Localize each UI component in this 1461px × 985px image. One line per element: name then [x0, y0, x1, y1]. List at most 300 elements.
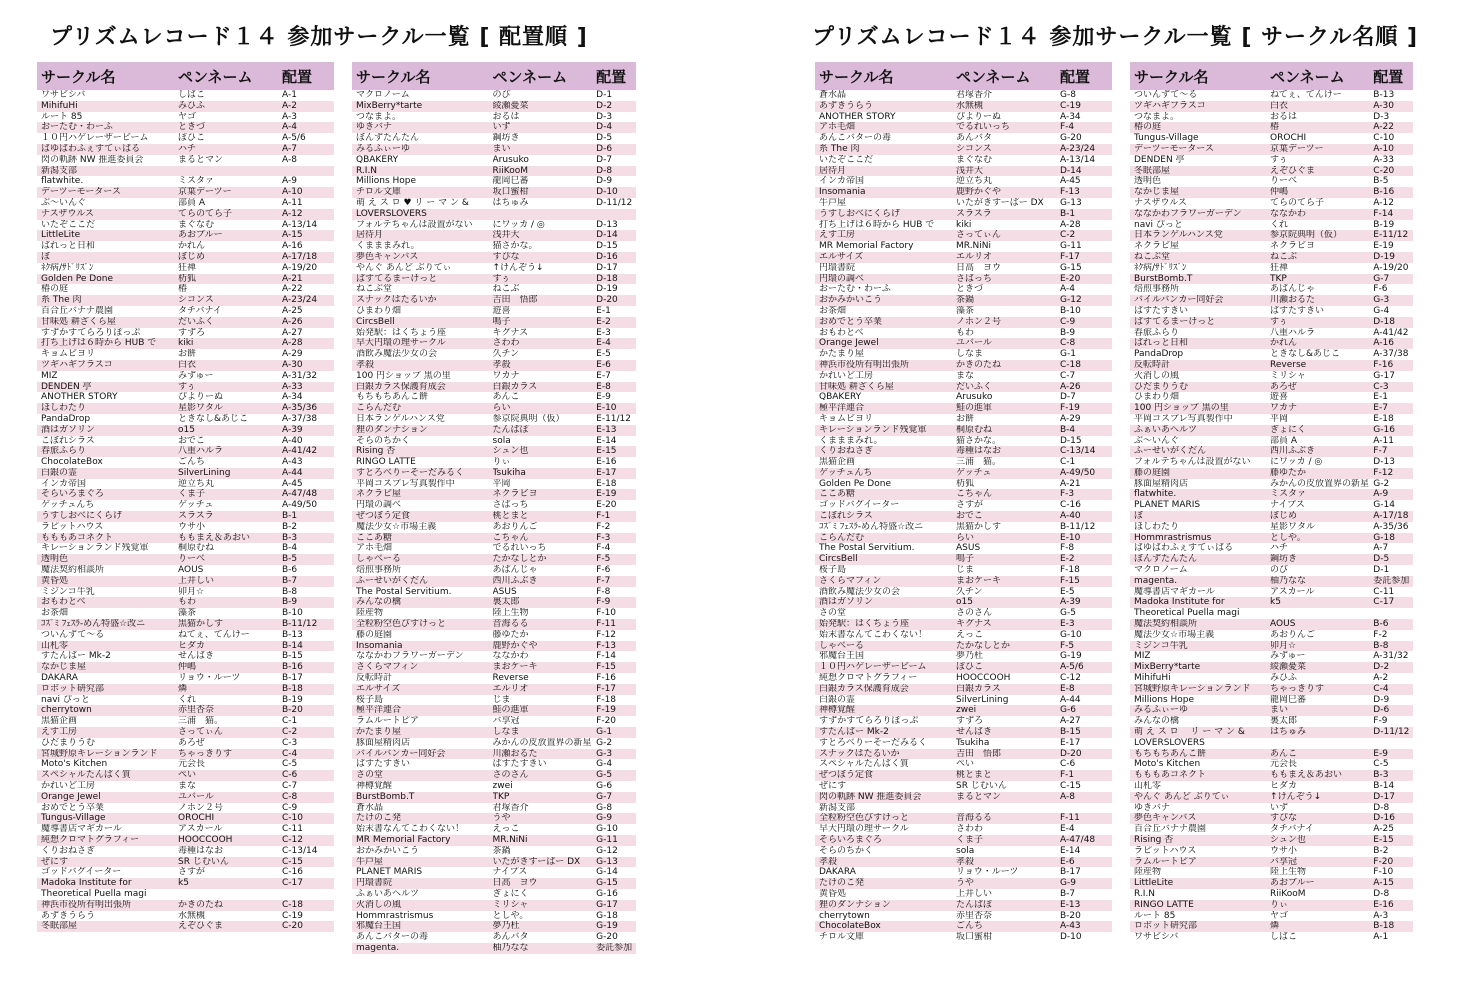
circle-name: さの堂 [356, 770, 384, 781]
pen-name: じま [492, 694, 511, 705]
circle-name: いたぞここだ [41, 219, 96, 230]
table-row [815, 673, 1112, 684]
circle-name: Millions Hope [1134, 694, 1195, 705]
location: A-26 [282, 316, 303, 327]
table-row [815, 932, 1112, 943]
circle-name: ワサビシバ [1134, 932, 1179, 943]
circle-name: R.I.N [1134, 888, 1156, 899]
table-row [352, 349, 636, 360]
circle-name: 白銀カラス保護育成会 [819, 683, 909, 694]
location: A-2 [282, 100, 297, 111]
location: E-15 [596, 446, 617, 457]
location: B-15 [1060, 727, 1081, 738]
table-row [352, 597, 636, 608]
table-row [352, 943, 636, 954]
circle-name: 円環の調べ [356, 500, 402, 511]
pen-name: さのさん [492, 770, 529, 781]
table-row [352, 900, 636, 911]
pen-name: しなま [492, 727, 520, 738]
circle-name: あずきうらう [819, 100, 874, 111]
pen-name: 久チン [956, 586, 983, 597]
pen-name: ミリシャ [1270, 370, 1306, 381]
location: A-21 [1060, 478, 1081, 489]
circle-name: そらいろまぐろ [41, 489, 105, 500]
table-row [37, 608, 334, 619]
circle-name: PandaDrop [41, 413, 91, 424]
pen-name: さすが [956, 500, 984, 511]
pen-name: たかなしとか [956, 640, 1011, 651]
location: C-13/14 [1060, 446, 1096, 457]
circle-name: Orange Jewel [819, 338, 879, 349]
pen-name: RiiKooM [1270, 888, 1306, 899]
circle-name: DENDEN 亭 [1134, 154, 1185, 165]
table-row [815, 630, 1112, 641]
pen-name: 水無槻 [178, 910, 206, 921]
location: G-3 [1373, 295, 1390, 306]
pen-name: さばっち [492, 500, 529, 511]
location: G-20 [1060, 133, 1082, 144]
table-row [37, 338, 334, 349]
table-row [1130, 835, 1413, 846]
table-row [1130, 328, 1413, 339]
table-row [1130, 371, 1413, 382]
circle-name: 魔法契約相談所 [41, 565, 105, 576]
table-row [352, 619, 636, 630]
circle-name: 魔法少女☆市場主義 [356, 521, 437, 532]
location: A-4 [282, 122, 297, 133]
circle-name: 春旅ふらり [1134, 327, 1180, 338]
location: A-10 [282, 187, 303, 198]
table-row [37, 749, 334, 760]
location-header: 配置 [282, 67, 313, 86]
table-row [815, 220, 1112, 231]
circle-name: navi ぴっと [1134, 219, 1183, 230]
circle-name-header: サークル名 [41, 67, 116, 86]
pen-name: かれん [1270, 338, 1298, 349]
page-title-left: プリズムレコード１４ 参加サークル一覧 [ 配置順 ] [50, 25, 588, 50]
pen-name: もわ [956, 327, 975, 338]
pen-name: さのさん [956, 608, 993, 619]
pen-name: ゲッチュ [178, 500, 214, 511]
location: A-3 [1373, 910, 1389, 921]
table-row [815, 155, 1112, 166]
circle-name: かたまり屋 [819, 349, 865, 360]
pen-name: すずろ [956, 716, 984, 727]
location: A-8 [1060, 791, 1075, 802]
table-row [1130, 565, 1413, 576]
location: F-10 [1373, 867, 1394, 878]
location: F-17 [1060, 251, 1080, 262]
location: C-9 [1060, 316, 1076, 327]
table-row [1130, 824, 1413, 835]
circle-name-header: サークル名 [1134, 67, 1209, 86]
pen-name: 八重ハルラ [1270, 327, 1316, 338]
circle-name: 円環の調べ [819, 273, 865, 284]
pen-name: お餅 [178, 349, 197, 360]
location: E-6 [596, 359, 611, 370]
circle-name: おかみかいこう [819, 295, 883, 306]
circle-name: BurstBomb.T [356, 791, 415, 802]
table-row [815, 824, 1112, 835]
location: B-1 [282, 511, 298, 522]
pen-name: ぽひこ [956, 662, 984, 673]
location: D-16 [596, 251, 618, 262]
pen-name: ワカナ [492, 370, 520, 381]
pen-name: まな [956, 370, 975, 381]
circle-name: ぱれっと日和 [41, 241, 96, 252]
location: A-35/36 [1373, 521, 1409, 532]
circle-name: ルート 85 [1134, 910, 1176, 921]
location: E-18 [596, 478, 617, 489]
location: F-19 [1060, 403, 1080, 414]
table-row [815, 187, 1112, 198]
location: F-9 [1373, 716, 1388, 727]
pen-name: Arusuko [492, 154, 529, 165]
location-header: 配置 [596, 67, 627, 86]
location [1060, 803, 1112, 814]
circle-name: インカ帝国 [819, 176, 865, 187]
pen-name: SR じむいん [956, 781, 1007, 791]
location: G-10 [596, 824, 618, 835]
location: A-30 [1373, 100, 1394, 111]
circle-name: もももあコネクト [1134, 770, 1207, 781]
location: A-19/20 [1373, 262, 1409, 273]
location: B-17 [1060, 867, 1081, 878]
circle-name: 酒はガソリン [41, 424, 96, 435]
table-row [352, 792, 636, 803]
circle-name: ぜにす [819, 781, 847, 791]
circle-name: おーたむ・わーふ [819, 284, 891, 295]
circle-name: ナスザウルス [1134, 197, 1187, 208]
location: G-12 [1060, 295, 1082, 306]
circle-name: 全粒粉空色びすけっと [819, 813, 910, 824]
pen-name: ねこぶ [492, 284, 520, 295]
pen-name: 龍岡巳蕃 [1270, 694, 1307, 705]
location: A-41/42 [1373, 327, 1409, 338]
pen-name: Reverse [1270, 359, 1307, 370]
table-row [1130, 705, 1413, 716]
pen-name: ねてぇ、てんけー [1270, 90, 1342, 100]
table-row [1130, 414, 1413, 425]
circle-name: 神浜市役所有明出張所 [819, 359, 910, 370]
location: D-19 [596, 284, 618, 295]
circle-name: 魔導書店マギカール [41, 824, 122, 835]
circle-name: 春旅ふらり [41, 446, 87, 457]
circle-name: 極平洋連合 [819, 403, 865, 414]
location: A-10 [1373, 143, 1394, 154]
pen-name: すずろ [178, 327, 206, 338]
circle-name: 糸 The 肉 [819, 143, 860, 154]
pen-name: ミスタァ [1270, 489, 1307, 500]
circle-name: すとろべりーそーだみるく [356, 467, 465, 478]
location: E-17 [1060, 737, 1081, 748]
pen-name: 平岡 [492, 478, 511, 489]
table-row [1130, 522, 1413, 533]
location: A-43 [1060, 921, 1081, 932]
table-row [1130, 500, 1413, 511]
pen-name: MR.NiNi [956, 241, 992, 252]
table-row [352, 446, 636, 457]
location: F-8 [1060, 543, 1075, 554]
location: G-3 [596, 748, 613, 759]
table-row [1130, 133, 1413, 144]
location: F-2 [596, 521, 611, 532]
pen-name: エルリオ [956, 251, 992, 262]
table-row [815, 533, 1112, 544]
table-row [1130, 382, 1413, 393]
location: F-11 [1060, 813, 1080, 824]
location: C-17 [282, 878, 303, 889]
pen-name: 狂禅 [178, 262, 197, 273]
location: B-18 [1373, 921, 1395, 932]
circle-name: くりおねさぎ [819, 446, 874, 457]
circle-name: こぼれシラス [819, 511, 873, 522]
circle-name: ばゆばわふぇすてぃばる [1134, 543, 1234, 554]
table-row [815, 306, 1112, 317]
table-left-col2 [352, 62, 636, 954]
table-row [352, 230, 636, 241]
circle-name: ひまわり畑 [356, 305, 402, 316]
pen-name: 三浦 猫。 [956, 457, 1002, 468]
circle-name: つなまよ。 [1134, 111, 1180, 122]
table-row [37, 662, 334, 673]
table-row [37, 727, 334, 738]
pen-name: k5 [178, 878, 189, 889]
circle-name: ひだまりうむ [1134, 381, 1189, 392]
location: G-2 [1373, 478, 1390, 489]
table-row [352, 382, 636, 393]
pen-name: すぴな [492, 251, 520, 262]
circle-name: ぱすたすきい [356, 759, 411, 770]
pen-name: みずゅー [178, 370, 214, 381]
location: C-11 [1373, 586, 1395, 597]
location: A-9 [1373, 489, 1389, 500]
pen-name: ときなし&あじこ [178, 413, 249, 424]
location: 委託参加 [596, 942, 633, 953]
circle-name: 夢色キャンバス [356, 251, 419, 262]
circle-name: LOVERSLOVERS [356, 208, 427, 219]
table-row [352, 220, 636, 231]
circle-name: Madoka Institute for [41, 878, 132, 889]
table-row [37, 317, 334, 328]
table-row [352, 813, 636, 824]
location: A-8 [282, 154, 297, 165]
location: A-16 [1373, 338, 1394, 349]
pen-name: みひふ [178, 100, 206, 111]
location: G-11 [596, 834, 618, 845]
pen-name: Tsukiha [492, 467, 526, 478]
location: G-19 [596, 921, 618, 932]
circle-name: みるふぃーゆ [356, 143, 411, 154]
circle-name: ラムルートピア [1134, 856, 1197, 867]
table-row [815, 382, 1112, 393]
pen-name: o15 [956, 597, 973, 608]
pen-name: じま [956, 565, 975, 576]
table-row [37, 198, 334, 209]
location: G-9 [1060, 878, 1076, 889]
pen-name: AOUS [1270, 619, 1296, 630]
table-row [1130, 900, 1413, 911]
circle-name: ツギハギフラスコ [41, 359, 113, 370]
location: D-15 [1060, 435, 1082, 446]
location: A-30 [282, 359, 303, 370]
table-row [1130, 727, 1413, 738]
circle-name: 孝殺 [819, 856, 838, 867]
location: E-17 [596, 467, 617, 478]
table-row [815, 759, 1112, 770]
location: B-14 [282, 640, 303, 651]
location: D-2 [1373, 662, 1390, 673]
table-row [815, 295, 1112, 306]
circle-name: 100 円ショップ 黒の里 [1134, 403, 1229, 414]
circle-name: あんこバターの毒 [819, 133, 892, 144]
pen-name: 桃とまと [956, 770, 993, 781]
pen-name: スラスラ [178, 511, 214, 522]
pen-name: ななかわ [492, 651, 529, 662]
circle-name: みんなの檎 [1134, 716, 1180, 727]
location: A-45 [1060, 176, 1081, 187]
location: A-12 [282, 208, 303, 219]
table-row [37, 176, 334, 187]
pen-name: せんばき [956, 727, 993, 738]
circle-name: Hommrastrismus [1134, 532, 1212, 543]
table-row [1130, 630, 1413, 641]
pen-name: アスカール [1270, 586, 1315, 597]
pen-name: お餅 [956, 413, 975, 424]
location: B-17 [282, 673, 303, 684]
pen-name: 椿 [1270, 122, 1280, 133]
pen-name: ぎょにく [1270, 424, 1307, 435]
pen-name: zwei [956, 705, 977, 716]
table-row [815, 230, 1112, 241]
location: B-8 [1373, 640, 1389, 651]
pen-name-header: ペンネーム [492, 67, 568, 86]
pen-name: かれん [178, 241, 206, 252]
location: E-13 [596, 424, 617, 435]
pen-name: ナイプス [1270, 500, 1305, 511]
location: D-11/12 [1373, 727, 1410, 738]
pen-name: としや。 [1270, 532, 1306, 543]
table-row [1130, 749, 1413, 760]
circle-name: みるふぃーゆ [1134, 705, 1189, 716]
location: A-28 [282, 338, 303, 349]
location: C-7 [282, 781, 298, 791]
table-row [37, 263, 334, 274]
circle-name: 円環書院 [356, 878, 393, 889]
pen-name: 鮭の進軍 [956, 403, 993, 414]
pen-name: いたがきすーぱー DX [492, 856, 581, 867]
location: E-2 [1060, 554, 1075, 565]
table-row [352, 166, 636, 177]
pen-name: 藻茶 [178, 608, 197, 619]
table-row [37, 587, 334, 598]
circle-name: おもわとべ [819, 327, 864, 338]
location: B-19 [1373, 219, 1395, 230]
circle-name: MixBerry*tarte [356, 100, 423, 111]
circle-name: Theoretical Puella magi [1134, 608, 1240, 619]
location: G-6 [1060, 705, 1076, 716]
table-row [1130, 403, 1413, 414]
pen-name: さすが [178, 867, 206, 878]
pen-name: りぃ [1270, 899, 1289, 910]
circle-name: デーツーモータース [1134, 143, 1214, 154]
circle-name: すたんぱー Mk-2 [819, 727, 889, 738]
location: A-3 [282, 111, 297, 122]
circle-name: 黒猫企画 [41, 716, 78, 727]
circle-name: 神樽覚醒 [819, 705, 856, 716]
table-row [37, 705, 334, 716]
circle-name: 酒はガソリン [819, 597, 874, 608]
circle-name: 陸産物 [1134, 867, 1162, 878]
pen-name: 元会長 [1270, 759, 1298, 770]
table-row [815, 500, 1112, 511]
table-row [37, 166, 334, 177]
circle-name: ぜつぼう定食 [819, 770, 874, 781]
table-row [37, 554, 334, 565]
circle-name: そらのちかく [356, 435, 411, 446]
pen-name: 元会長 [178, 759, 206, 770]
table-row [1130, 101, 1413, 112]
location: C-15 [1060, 781, 1081, 791]
table-row [37, 813, 334, 824]
table-row [37, 857, 334, 868]
pen-name: バ享冠 [1270, 856, 1298, 867]
location: E-15 [1373, 834, 1394, 845]
pen-name: うや [956, 878, 975, 889]
circle-name: ほしわたり [1134, 521, 1180, 532]
pen-name: 上井しい [178, 575, 215, 586]
page-title-right: プリズムレコード１４ 参加サークル一覧 [ サークル名順 ] [812, 25, 1419, 50]
circle-name: 早大円環の理サークル [356, 338, 446, 349]
pen-name: ユバール [956, 338, 992, 349]
table-row [815, 587, 1112, 598]
pen-name: ネクラビヨ [1270, 241, 1316, 252]
location: F-11 [596, 619, 617, 630]
table-row [37, 230, 334, 241]
pen-name: 毒種はなお [178, 845, 224, 856]
table-row [352, 122, 636, 133]
location: G-8 [596, 802, 613, 813]
circle-name: 萌 え ス ロ リ ー マ ン & [1134, 727, 1245, 738]
location: F-18 [596, 694, 617, 705]
circle-name: たけのこ発 [356, 813, 402, 824]
circle-name: navi ぴっと [41, 694, 90, 705]
circle-name: こぼれシラス [41, 435, 95, 446]
location: G-1 [1060, 349, 1076, 360]
circle-name: ラピットハウス [41, 521, 104, 532]
location: F-4 [1060, 122, 1075, 133]
circle-name: ほしわたり [41, 403, 87, 414]
pen-name: りーべ [1270, 176, 1298, 187]
table-row [37, 792, 334, 803]
location: G-15 [596, 878, 618, 889]
pen-name: ぼじめ [1270, 511, 1298, 522]
location: A-34 [282, 392, 303, 403]
location: G-5 [596, 770, 613, 781]
pen-name: アスカール [178, 824, 223, 835]
circle-name: ぱすたすきい [1134, 305, 1189, 316]
circle-name: RINGO LATTE [356, 457, 416, 468]
table-row [352, 911, 636, 922]
table-row [352, 155, 636, 166]
pen-name: 卯月☆ [178, 586, 205, 597]
circle-name: 始末書なんてこわくない！ [819, 629, 928, 640]
table-row [1130, 306, 1413, 317]
circle-name: うすしおべにくらげ [819, 208, 901, 219]
circle-name: ラピットハウス [1134, 845, 1197, 856]
table-row [1130, 457, 1413, 468]
location: 委託参加 [1373, 575, 1410, 586]
